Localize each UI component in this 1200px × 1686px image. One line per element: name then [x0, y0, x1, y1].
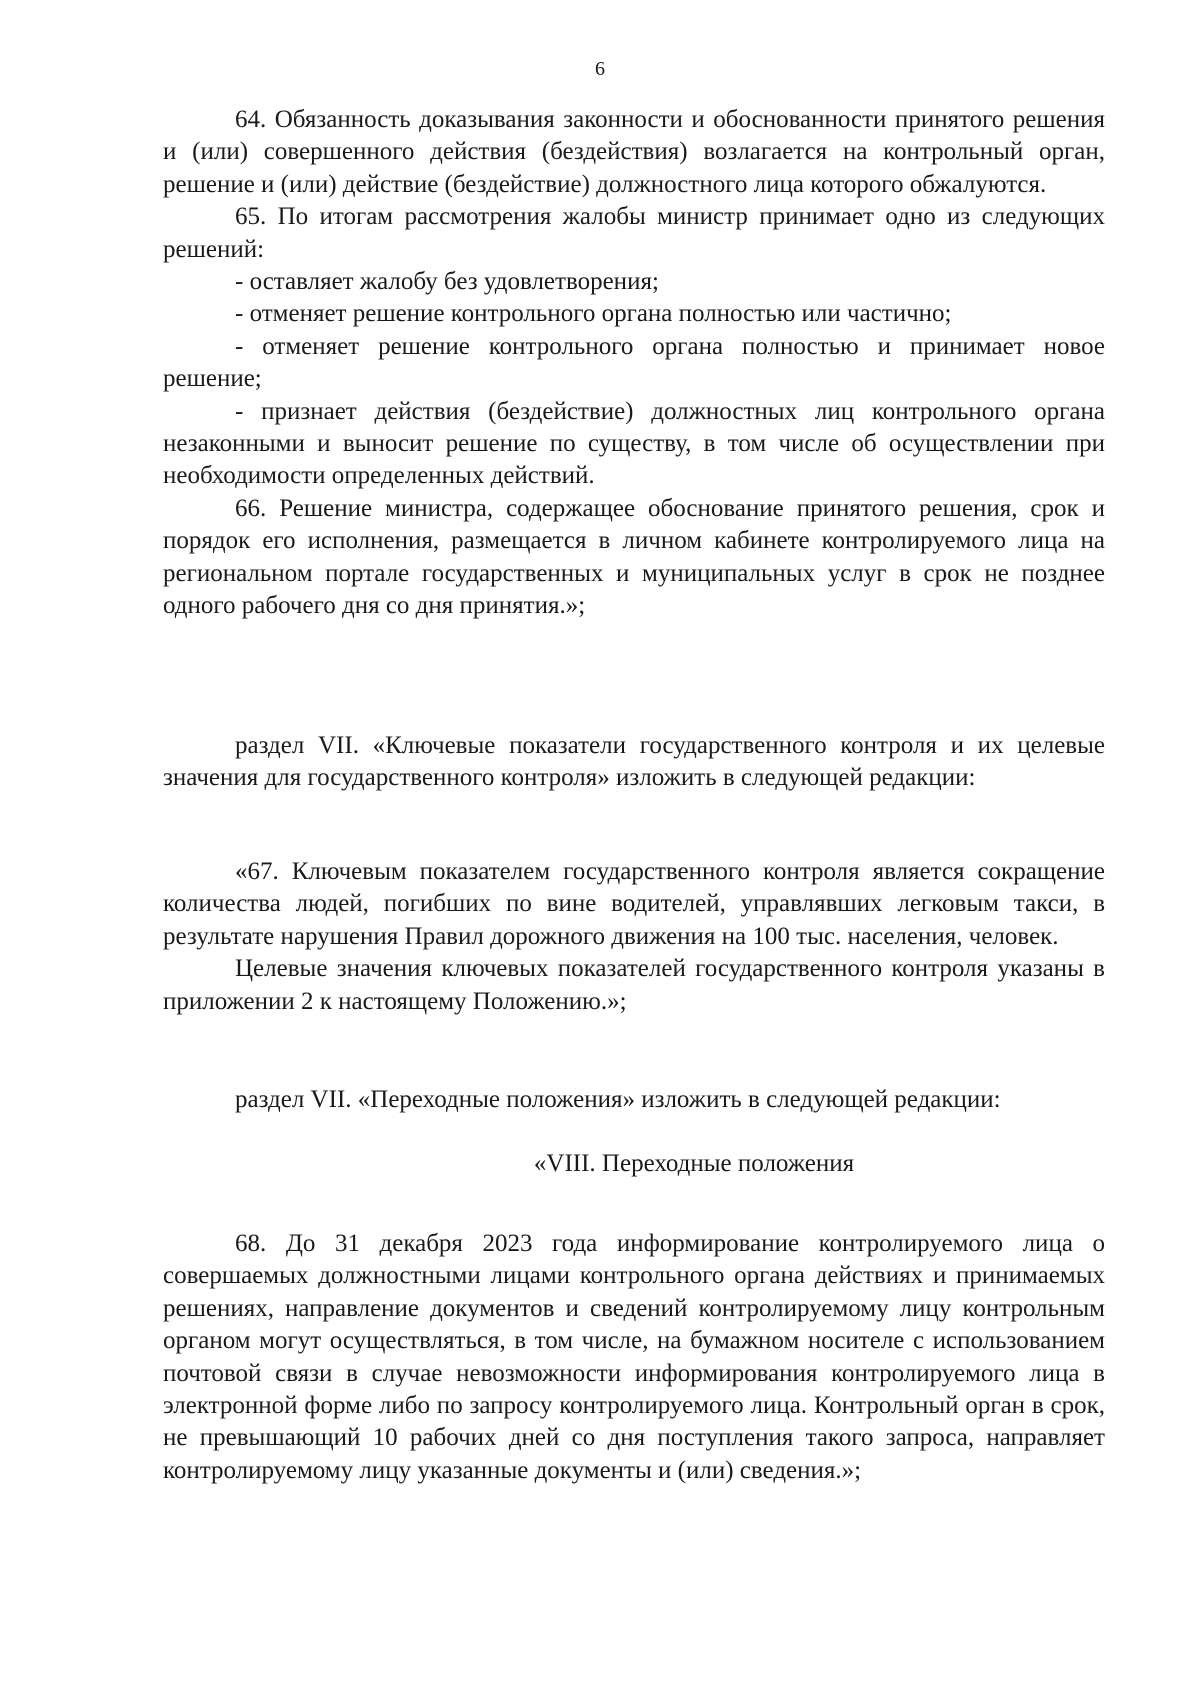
page-number: 6 [595, 58, 605, 80]
paragraph-68: 68. До 31 декабря 2023 года информирование контролируемого лица о совершаемых должностными лицами контрольного органа действиях и принимаемых решениях, направление документов и сведений контролируемому лицу контрольным органом могут осуществляться, в том числе, на бумажном носителе с использованием почтовой связи в случае невозможности информирования контролируемого лица в электронной форме либо по запросу контролируемого лица. Контрольный орган в срок, не превышающий 10 рабочих дней со дня поступления такого запроса, направляет контролируемому лицу указанные документы и (или) сведения.»; [163, 1230, 1105, 1484]
paragraph-64: 64. Обязанность доказывания законности и обоснованности принятого решения и (или) совершенного действия (бездействия) возлагается на контрольный орган, решение и (или) действие (бездействие) должностного лица которого обжалуются. [163, 106, 1105, 198]
paragraph-67-block [163, 856, 1105, 1018]
paragraph-65: 65. По итогам рассмотрения жалобы министр принимает одно из следующих решений: [163, 203, 1105, 263]
paragraph-target-values: Целевые значения ключевых показателей государственного контроля указаны в приложении 2 к настоящему Положению.»; [163, 955, 1105, 1015]
paragraph-67: «67. Ключевым показателем государственного контроля является сокращение количества людей, погибших по вине водителей, управлявших легковым такси, в результате нарушения Правил дорожного движения на 100 тыс. населения, человек. [163, 858, 1105, 950]
paragraphs-64-66 [163, 104, 1105, 623]
list-item: - отменяет решение контрольного органа полностью или частично; [235, 300, 952, 328]
section-vii-intro [163, 730, 1105, 795]
paragraph-66: 66. Решение министра, содержащее обоснование принятого решения, срок и порядок его исполнения, размещается в личном кабинете контролируемого лица на региональном портале государственных и муниципальных услуг в срок не позднее одного рабочего дня со дня принятия.»; [163, 494, 1105, 620]
list-item: - признает действия (бездействие) должностных лиц контрольного органа незаконными и выносит решение по существу, в том числе об осуществлении при необходимости определенных действий. [163, 397, 1105, 490]
paragraph-68-block [163, 1228, 1105, 1487]
transitional-intro [163, 1084, 1105, 1116]
list-item: - оставляет жалобу без удовлетворения; [235, 268, 659, 296]
paragraph-section-vii: раздел VII. «Ключевые показатели государственного контроля и их целевые значения для государственного контроля» изложить в следующей редакции: [163, 732, 1105, 792]
list-item: - отменяет решение контрольного органа полностью и принимает новое решение; [163, 332, 1105, 393]
section-heading: «VIII. Переходные положения [533, 1150, 855, 1177]
paragraph-transitional: раздел VII. «Переходные положения» изложить в следующей редакции: [235, 1086, 1001, 1113]
